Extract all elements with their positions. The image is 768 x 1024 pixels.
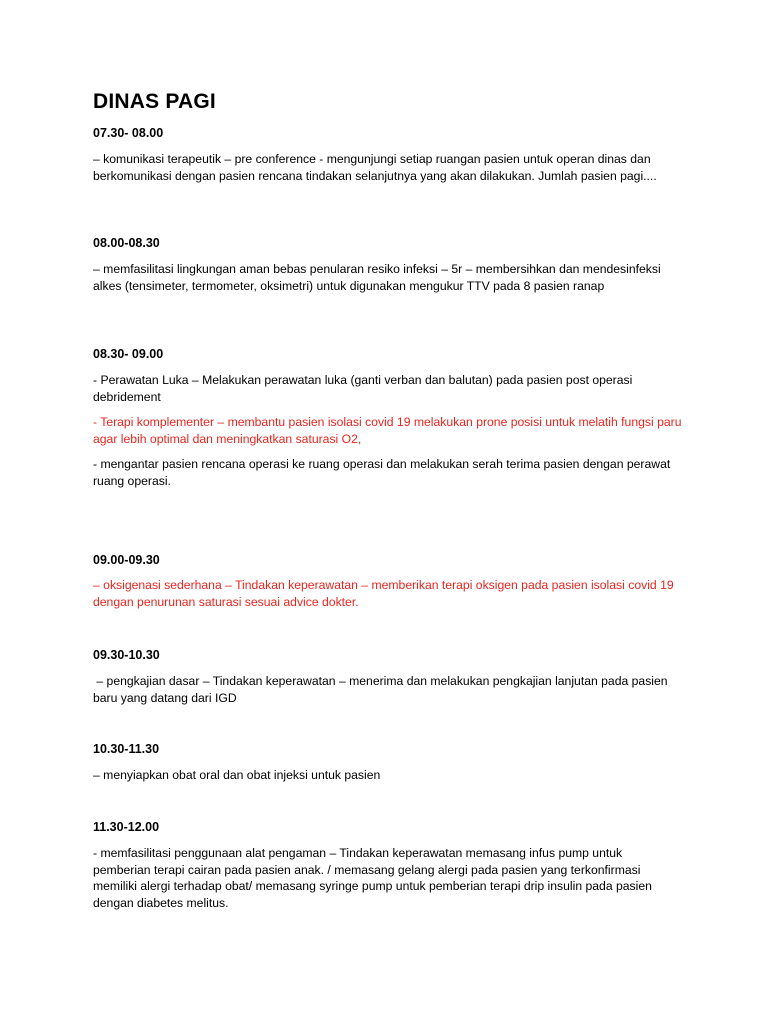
activity-paragraph-highlighted: – oksigenasi sederhana – Tindakan keperawatan – memberikan terapi oksigen pada pasien isolasi covid 19 dengan penurunan saturasi sesuai advice dokter. (93, 578, 674, 609)
activity-paragraph-highlighted: - Terapi komplementer – membantu pasien isolasi covid 19 melakukan prone posisi untuk melatih fungsi paru agar lebih optimal dan meningkatkan saturasi O2, (93, 415, 682, 446)
activity-paragraph: – komunikasi terapeutik – pre conference - mengunjungi setiap ruangan pasien untuk operan dinas dan berkomunikasi dengan pasien rencana tindakan selanjutnya yang akan dilakukan. Jumlah pasien pagi.... (93, 152, 657, 183)
time-slot-0730-0800: 07.30- 08.00 (93, 126, 164, 140)
time-slot-0900-0930: 09.00-09.30 (93, 553, 160, 567)
document-title: DINAS PAGI (93, 90, 216, 113)
time-slot-1130-1200: 11.30-12.00 (93, 820, 160, 834)
activity-paragraph: - mengantar pasien rencana operasi ke ruang operasi dan melakukan serah terima pasien dengan perawat ruang operasi. (93, 457, 671, 488)
activity-paragraph: – pengkajian dasar – Tindakan keperawatan – menerima dan melakukan pengkajian lanjutan pada pasien baru yang datang dari IGD (93, 674, 671, 705)
activity-paragraph: - Perawatan Luka – Melakukan perawatan luka (ganti verban dan balutan) pada pasien post operasi debridement (93, 373, 633, 404)
time-slot-0800-0830: 08.00-08.30 (93, 236, 160, 250)
time-slot-1030-1130: 10.30-11.30 (93, 742, 160, 756)
time-slot-0830-0900: 08.30- 09.00 (93, 347, 164, 361)
time-slot-0930-1030: 09.30-10.30 (93, 648, 160, 662)
activity-paragraph: - memfasilitasi penggunaan alat pengaman – Tindakan keperawatan memasang infus pump untuk pemberian terapi cairan pada pasien anak. / memasang gelang alergi pada pasien yang terkonfirmasi memiliki alergi terhadap obat/ memasang syringe pump untuk pemberian terapi drip insulin pada pasien dengan diabetes melitus. (93, 846, 652, 910)
activity-paragraph: – memfasilitasi lingkungan aman bebas penularan resiko infeksi – 5r – membersihkan dan mendesinfeksi alkes (tensimeter, termometer, oksimetri) untuk digunakan mengukur TTV pada 8 pasien ranap (93, 262, 661, 293)
activity-paragraph: – menyiapkan obat oral dan obat injeksi untuk pasien (93, 768, 381, 782)
